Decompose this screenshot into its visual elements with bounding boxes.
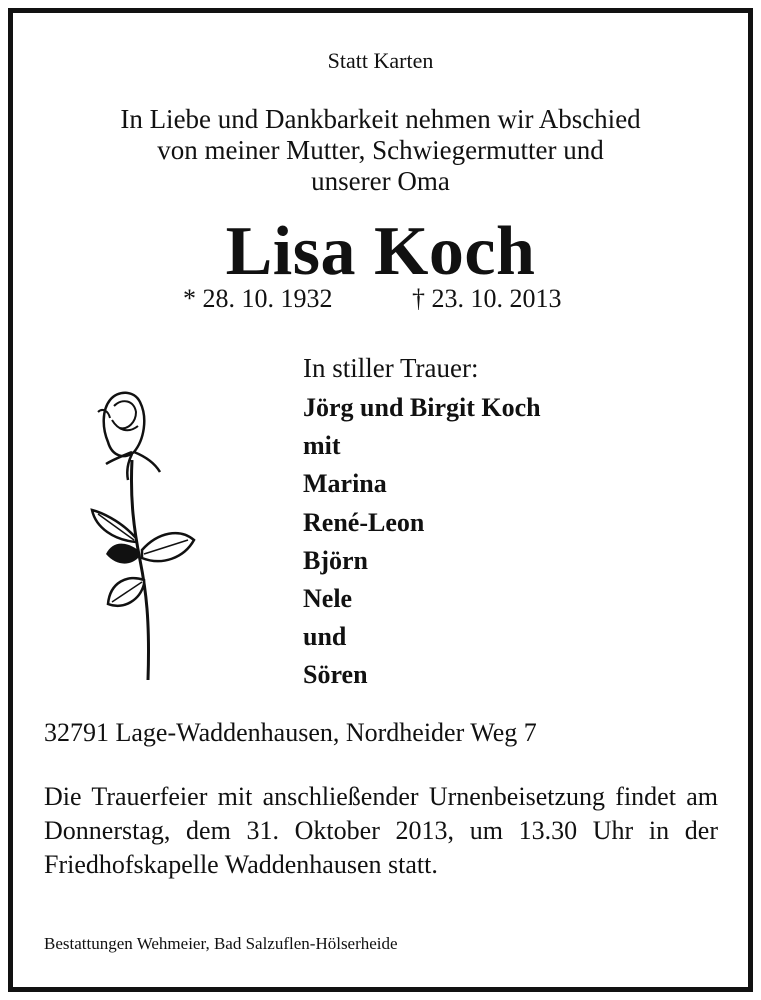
- intro-text: [0, 104, 761, 197]
- intro-line: In Liebe und Dankbarkeit nehmen wir Abschied: [120, 104, 641, 134]
- intro-line: unserer Oma: [311, 166, 450, 196]
- opening-line: Statt Karten: [327, 48, 434, 73]
- mourner-line: Björn: [303, 545, 368, 575]
- mourner-line: Jörg und Birgit Koch: [303, 393, 541, 422]
- mourner-line: Sören: [303, 660, 368, 690]
- birth-date: * 28. 10. 1932: [183, 284, 333, 313]
- mourner-line: und: [303, 622, 347, 652]
- mourning-label: In stiller Trauer:: [303, 353, 479, 383]
- death-date: † 23. 10. 2013: [412, 284, 562, 313]
- funeral-service-text: Die Trauerfeier mit anschließender Urnenbeisetzung findet am Donnerstag, dem 31. Oktober 2013, um 13.30 Uhr in der Friedhofskapelle Waddenhausen statt.: [44, 782, 718, 879]
- mourner-line: Marina: [303, 469, 387, 499]
- intro-line: von meiner Mutter, Schwiegermutter und: [157, 135, 604, 165]
- rose-icon: [88, 390, 203, 680]
- mourner-line: mit: [303, 431, 341, 461]
- family-address: 32791 Lage-Waddenhausen, Nordheider Weg 7: [44, 718, 537, 747]
- funeral-home: Bestattungen Wehmeier, Bad Salzuflen-Hölserheide: [44, 934, 398, 953]
- mourner-line: Nele: [303, 584, 353, 614]
- mourner-list: [303, 389, 541, 695]
- mourner-line: René-Leon: [303, 507, 425, 537]
- deceased-name: Lisa Koch: [225, 213, 536, 290]
